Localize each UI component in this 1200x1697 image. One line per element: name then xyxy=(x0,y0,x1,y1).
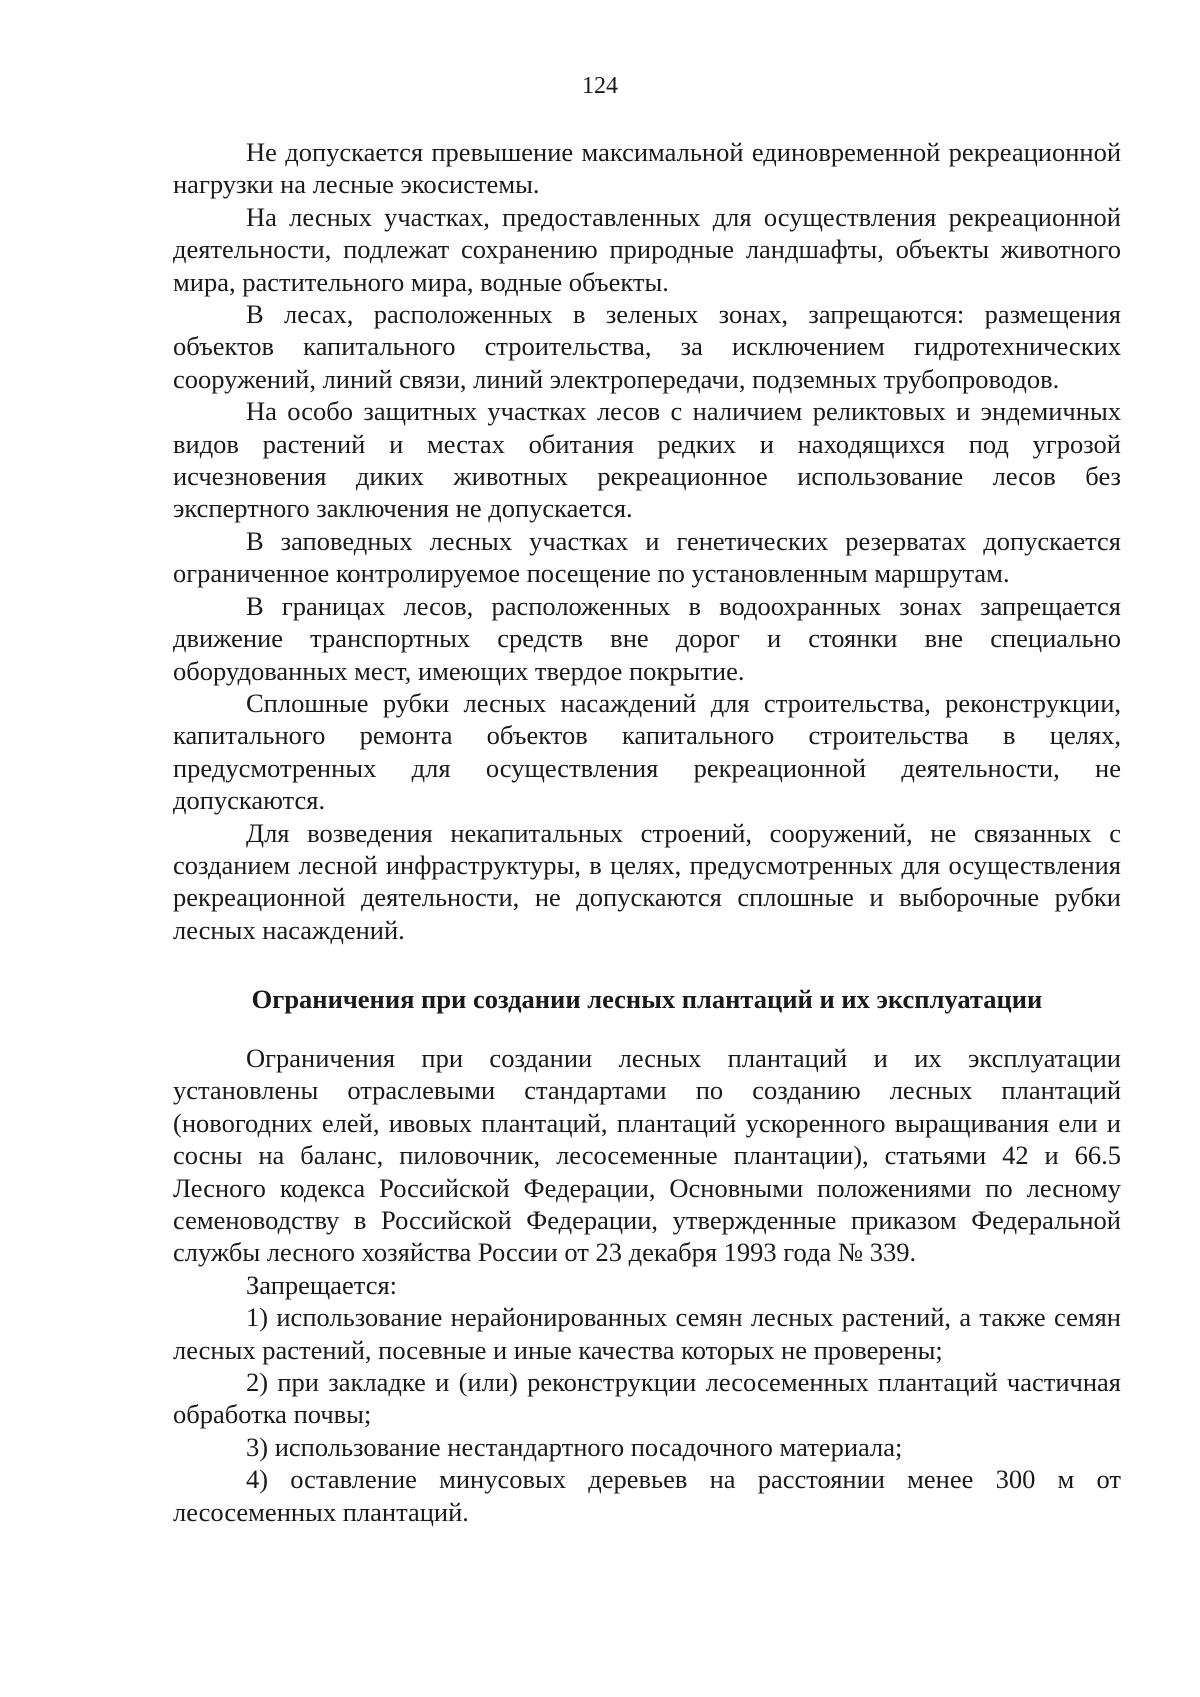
paragraph: Сплошные рубки лесных насаждений для строительства, реконструкции, капитального ремонта объектов капитального строительства в целях, предусмотренных для осуществления рекреационной деятельности, не допускаются. xyxy=(173,687,1121,816)
section-heading: Ограничения при создании лесных плантаций и их эксплуатации xyxy=(251,984,1043,1014)
paragraph: Ограничения при создании лесных плантаций и их эксплуатации установлены отраслевыми стандартами по созданию лесных плантаций (новогодних елей, ивовых плантаций, плантаций ускоренного выращивания ели и сосны на баланс, пиловочник, лесосеменные плантации), статьями 42 и 66.5 Лесного кодекса Российской Федерации, Основными положениями по лесному семеноводству в Российской Федерации, утвержденные приказом Федеральной службы лесного хозяйства России от 23 декабря 1993 года № 339. xyxy=(173,1043,1121,1268)
paragraph: В заповедных лесных участках и генетических резерватах допускается ограниченное контролируемое посещение по установленным маршрутам. xyxy=(173,525,1121,589)
paragraph: На лесных участках, предоставленных для осуществления рекреационной деятельности, подлежат сохранению природные ландшафты, объекты животного мира, растительного мира, водные объекты. xyxy=(173,201,1121,297)
section-recreation-restrictions xyxy=(173,136,1121,946)
paragraph: Для возведения некапитальных строений, сооружений, не связанных с созданием лесной инфраструктуры, в целях, предусмотренных для осуществления рекреационной деятельности, не допускаются сплошные и выборочные рубки лесных насаждений. xyxy=(173,817,1121,945)
list-item: 1) использование нерайонированных семян лесных растений, а также семян лесных растений, посевные и иные качества которых не проверены; xyxy=(173,1302,1121,1365)
paragraph: В границах лесов, расположенных в водоохранных зонах запрещается движение транспортных средств вне дорог и стоянки вне специально оборудованных мест, имеющих твердое покрытие. xyxy=(173,590,1121,686)
list-item: 2) при закладке и (или) реконструкции лесосеменных плантаций частичная обработка почвы; xyxy=(173,1367,1121,1430)
list-item: 3) использование нестандартного посадочного материала; xyxy=(246,1431,903,1462)
list-item: 4) оставление минусовых деревьев на расстоянии менее 300 м от лесосеменных плантаций. xyxy=(173,1464,1121,1527)
paragraph: Не допускается превышение максимальной единовременной рекреационной нагрузки на лесные экосистемы. xyxy=(173,137,1121,200)
paragraph: В лесах, расположенных в зеленых зонах, запрещаются: размещения объектов капитального строительства, за исключением гидротехнических сооружений, линий связи, линий электропередачи, подземных трубопроводов. xyxy=(173,299,1121,394)
section-plantation-restrictions xyxy=(173,1042,1121,1528)
paragraph: На особо защитных участках лесов с наличием реликтовых и эндемичных видов растений и местах обитания редких и находящихся под угрозой исчезновения диких животных рекреационное использование лесов без экспертного заключения не допускается. xyxy=(173,396,1121,524)
paragraph: Запрещается: xyxy=(246,1269,398,1300)
page-number: 124 xyxy=(582,73,618,99)
